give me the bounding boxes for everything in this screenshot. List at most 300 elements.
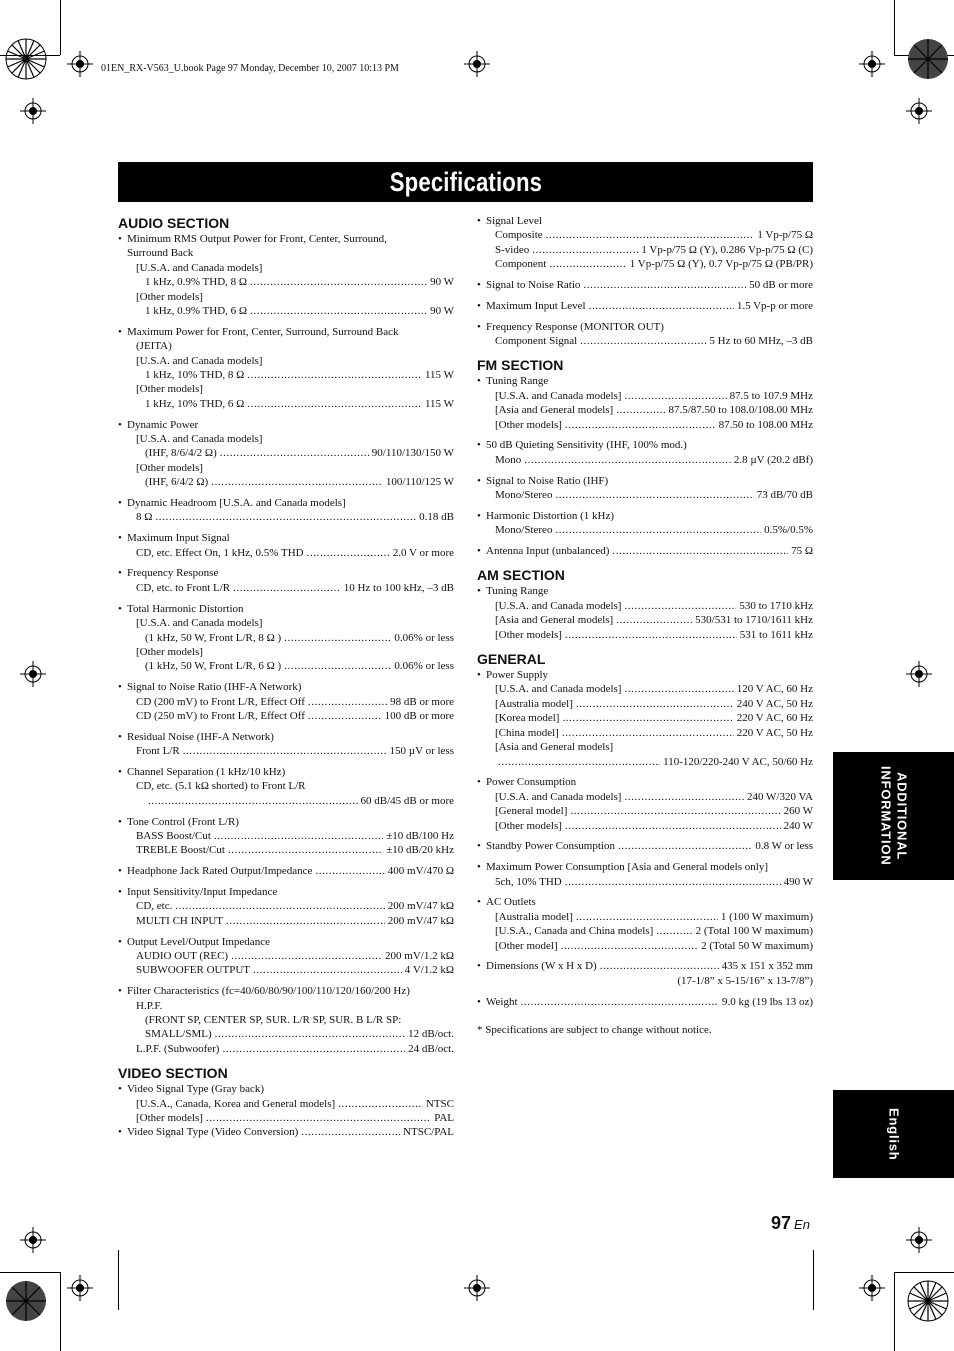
dot-leader bbox=[250, 304, 427, 318]
spec-item bbox=[477, 299, 813, 313]
spec-item bbox=[118, 1082, 454, 1125]
spec-label: • Video Signal Type (Video Conversion) bbox=[127, 1126, 299, 1139]
corner-starburst-icon bbox=[907, 38, 949, 80]
spec-row bbox=[127, 659, 454, 673]
spec-row bbox=[486, 682, 813, 696]
spec-item bbox=[477, 959, 813, 988]
dot-leader bbox=[624, 682, 733, 696]
spec-text: H.P.F. bbox=[136, 999, 163, 1012]
dot-leader bbox=[570, 804, 780, 818]
dot-leader bbox=[555, 488, 753, 502]
side-tab-additional-information bbox=[833, 752, 954, 880]
spec-item bbox=[118, 730, 454, 759]
page-title: Specifications bbox=[389, 166, 542, 197]
spec-label: Mono/Stereo bbox=[495, 489, 553, 502]
spec-row bbox=[127, 1125, 454, 1139]
registration-mark-icon bbox=[906, 1227, 932, 1253]
dot-leader bbox=[576, 697, 734, 711]
spec-row bbox=[127, 631, 454, 645]
spec-text: • Minimum RMS Output Power for Front, Center, Surround, bbox=[127, 233, 387, 245]
spec-value: 75 Ω bbox=[791, 545, 813, 558]
spec-value: 240 W bbox=[783, 819, 813, 832]
spec-value: 240 W/320 VA bbox=[746, 790, 813, 803]
file-info-line: 01EN_RX-V563_U.book Page 97 Monday, December 10, 2007 10:13 PM bbox=[101, 63, 399, 74]
spec-row bbox=[486, 257, 813, 271]
spec-value: 90 W bbox=[430, 305, 454, 318]
spec-value: 4 V/1.2 kΩ bbox=[404, 964, 454, 977]
spec-item bbox=[118, 815, 454, 858]
spec-label: CD, etc. to Front L/R bbox=[136, 581, 231, 594]
section-heading: GENERAL bbox=[477, 651, 546, 668]
spec-value: 115 W bbox=[424, 369, 454, 382]
spec-label: 1 kHz, 0.9% THD, 8 Ω bbox=[145, 276, 248, 289]
dot-leader bbox=[183, 744, 387, 758]
spec-label: BASS Boost/Cut bbox=[136, 829, 211, 842]
dot-leader bbox=[565, 875, 781, 889]
spec-value: 110-120/220-240 V AC, 50/60 Hz bbox=[663, 755, 813, 768]
dot-leader bbox=[214, 829, 383, 843]
footnote: * Specifications are subject to change without notice. bbox=[477, 1023, 712, 1036]
spec-item bbox=[118, 680, 454, 723]
spec-text: • Maximum Power for Front, Center, Surround, Surround Back bbox=[127, 325, 399, 338]
spec-text: [Other models] bbox=[136, 645, 203, 658]
spec-label: CD, etc. Effect On, 1 kHz, 0.5% THD bbox=[136, 546, 304, 559]
spec-value: PAL bbox=[434, 1112, 454, 1124]
spec-value: 0.06% or less bbox=[394, 660, 454, 673]
spec-value: 2 (Total 100 W maximum) bbox=[695, 925, 813, 938]
spec-row bbox=[127, 275, 454, 289]
spec-row bbox=[486, 995, 813, 1009]
spec-value: 90 W bbox=[430, 276, 454, 289]
spec-row bbox=[486, 389, 813, 403]
spec-item bbox=[477, 509, 813, 538]
dot-leader bbox=[220, 446, 369, 460]
spec-value: 530 to 1710 kHz bbox=[739, 599, 813, 612]
spec-value: 50 dB or more bbox=[749, 279, 813, 292]
spec-row bbox=[127, 843, 454, 857]
spec-text: • Tuning Range bbox=[486, 375, 549, 388]
spec-text: • Tuning Range bbox=[486, 585, 549, 598]
dot-leader bbox=[247, 368, 422, 382]
spec-row bbox=[486, 488, 813, 502]
spec-value: 5 Hz to 60 MHz, –3 dB bbox=[709, 335, 813, 348]
spec-value: 0.18 dB bbox=[419, 511, 454, 524]
spec-row bbox=[127, 304, 454, 318]
dot-leader bbox=[580, 334, 706, 348]
dot-leader bbox=[565, 628, 737, 642]
registration-mark-icon bbox=[464, 1275, 490, 1301]
spec-text: [Asia and General models] bbox=[495, 741, 614, 754]
registration-mark-icon bbox=[20, 661, 46, 687]
spec-label: Mono/Stereo bbox=[495, 524, 553, 537]
spec-row bbox=[486, 453, 813, 467]
spec-text: [Other models] bbox=[136, 290, 203, 303]
spec-value: 200 mV/47 kΩ bbox=[387, 900, 454, 913]
dot-leader bbox=[656, 924, 692, 938]
spec-row bbox=[486, 711, 813, 725]
spec-value: 1 (100 W maximum) bbox=[720, 910, 813, 923]
spec-item bbox=[477, 214, 813, 272]
spec-label: [General model] bbox=[495, 805, 568, 818]
spec-label: 1 kHz, 0.9% THD, 6 Ω bbox=[145, 305, 248, 318]
spec-label: CD (200 mV) to Front L/R, Effect Off bbox=[136, 695, 305, 708]
side-tab-line: ADDITIONAL bbox=[894, 771, 910, 861]
spec-row bbox=[486, 544, 813, 558]
side-tab-english bbox=[833, 1090, 954, 1178]
spec-value: 60 dB/45 dB or more bbox=[360, 794, 454, 807]
spec-value: 10 Hz to 100 kHz, –3 dB bbox=[343, 581, 454, 594]
spec-label: [U.S.A. and Canada models] bbox=[495, 683, 622, 696]
page-title-bar bbox=[118, 162, 813, 202]
spec-text: [U.S.A. and Canada models] bbox=[136, 433, 263, 446]
spec-label: [Korea model] bbox=[495, 712, 560, 725]
spec-row bbox=[486, 726, 813, 740]
dot-leader bbox=[565, 819, 781, 833]
spec-item bbox=[477, 438, 813, 467]
spec-item bbox=[477, 668, 813, 769]
spec-value: 400 mV/470 Ω bbox=[387, 865, 454, 878]
spec-text: • Tone Control (Front L/R) bbox=[127, 815, 239, 828]
spec-value: 87.50 to 108.00 MHz bbox=[718, 418, 813, 431]
spec-label: [Other model] bbox=[495, 939, 558, 952]
spec-text: [Other models] bbox=[136, 461, 203, 474]
spec-value: ±10 dB/20 kHz bbox=[386, 844, 454, 857]
spec-row bbox=[127, 1097, 454, 1111]
spec-label: CD (250 mV) to Front L/R, Effect Off bbox=[136, 709, 305, 722]
dot-leader bbox=[233, 581, 341, 595]
dot-leader bbox=[555, 523, 761, 537]
spec-row bbox=[486, 939, 813, 953]
spec-label: • Maximum Input Level bbox=[486, 299, 586, 312]
spec-value: 0.5%/0.5% bbox=[764, 524, 813, 537]
corner-starburst-icon bbox=[907, 1280, 949, 1322]
registration-mark-icon bbox=[67, 1275, 93, 1301]
spec-text: • Frequency Response bbox=[127, 567, 219, 580]
dot-leader bbox=[155, 510, 416, 524]
spec-label: (1 kHz, 50 W, Front L/R, 8 Ω ) bbox=[145, 631, 282, 644]
dot-leader bbox=[308, 709, 382, 723]
spec-label: 5ch, 10% THD bbox=[495, 875, 562, 888]
dot-leader bbox=[616, 613, 692, 627]
spec-item bbox=[118, 496, 454, 525]
spec-value: 220 V AC, 60 Hz bbox=[736, 712, 813, 725]
spec-value: 2 (Total 50 W maximum) bbox=[701, 939, 813, 952]
spec-item bbox=[477, 995, 813, 1009]
section-heading: AUDIO SECTION bbox=[118, 215, 230, 231]
spec-value: 150 µV or less bbox=[389, 745, 454, 758]
spec-value: 87.5/87.50 to 108.0/108.00 MHz bbox=[668, 404, 813, 417]
spec-row bbox=[486, 910, 813, 924]
spec-value: 1 Vp-p/75 Ω (Y), 0.7 Vp-p/75 Ω (PB/PR) bbox=[629, 258, 813, 271]
page-number-value: 97 bbox=[771, 1213, 792, 1233]
spec-label: [U.S.A., Canada, Korea and General models] bbox=[136, 1097, 336, 1110]
section-heading: FM SECTION bbox=[477, 357, 564, 374]
spec-row bbox=[127, 1042, 454, 1056]
spec-value: 1 Vp-p/75 Ω (Y), 0.286 Vp-p/75 Ω (C) bbox=[641, 243, 813, 256]
spec-label: • Headphone Jack Rated Output/Impedance bbox=[127, 865, 313, 878]
spec-row bbox=[127, 709, 454, 723]
dot-leader bbox=[624, 599, 736, 613]
dot-leader bbox=[549, 257, 626, 271]
spec-item bbox=[118, 1125, 454, 1139]
spec-label: • Standby Power Consumption bbox=[486, 840, 615, 853]
spec-label: S-video bbox=[495, 243, 530, 256]
spec-text: • Maximum Power Consumption [Asia and General models only] bbox=[486, 861, 768, 874]
specs-left-column bbox=[118, 214, 454, 1146]
spec-text: • Maximum Input Signal bbox=[127, 532, 230, 545]
spec-value: 73 dB/70 dB bbox=[756, 489, 813, 502]
dot-leader bbox=[211, 475, 383, 489]
spec-text: • Residual Noise (IHF-A Network) bbox=[127, 730, 274, 743]
spec-text: • Signal to Noise Ratio (IHF-A Network) bbox=[127, 681, 302, 694]
spec-row bbox=[127, 899, 454, 913]
dot-leader bbox=[284, 659, 391, 673]
spec-row bbox=[127, 744, 454, 758]
spec-label: SMALL/SML) bbox=[145, 1028, 212, 1041]
dot-leader bbox=[307, 546, 390, 560]
spec-row bbox=[486, 790, 813, 804]
spec-value: 435 x 151 x 352 mm bbox=[721, 960, 813, 973]
dot-leader bbox=[532, 243, 638, 257]
section-heading: AM SECTION bbox=[477, 567, 565, 584]
spec-text: • Signal to Noise Ratio (IHF) bbox=[486, 474, 609, 487]
dot-leader bbox=[284, 631, 391, 645]
spec-label: [U.S.A. and Canada models] bbox=[495, 790, 622, 803]
spec-label: [U.S.A. and Canada models] bbox=[495, 599, 622, 612]
spec-value: 240 V AC, 50 Hz bbox=[736, 697, 813, 710]
corner-starburst-icon bbox=[5, 1280, 47, 1322]
dot-leader bbox=[546, 228, 755, 242]
dot-leader bbox=[562, 726, 734, 740]
spec-text: (JEITA) bbox=[136, 340, 172, 353]
spec-row bbox=[127, 949, 454, 963]
spec-value: 90/110/130/150 W bbox=[371, 447, 454, 460]
spec-label: Composite bbox=[495, 229, 543, 242]
dot-leader bbox=[498, 755, 660, 769]
spec-value: 220 V AC, 50 Hz bbox=[736, 726, 813, 739]
spec-value: 120 V AC, 60 Hz bbox=[736, 683, 813, 696]
spec-row bbox=[127, 446, 454, 460]
spec-row bbox=[127, 581, 454, 595]
dot-leader bbox=[561, 939, 699, 953]
spec-label: L.P.F. (Subwoofer) bbox=[136, 1042, 220, 1055]
dot-leader bbox=[624, 389, 726, 403]
spec-text: (17-1/8” x 5-15/16” x 13-7/8”) bbox=[677, 974, 813, 987]
spec-text: Surround Back bbox=[127, 247, 194, 260]
spec-item bbox=[477, 374, 813, 432]
spec-label: (IHF, 6/4/2 Ω) bbox=[145, 476, 209, 489]
spec-row bbox=[486, 599, 813, 613]
spec-item bbox=[477, 584, 813, 642]
spec-text: • AC Outlets bbox=[486, 896, 536, 909]
dot-leader bbox=[250, 275, 427, 289]
spec-text: • Filter Characteristics (fc=40/60/80/90/100/110/120/160/200 Hz) bbox=[127, 985, 410, 998]
spec-label: [Other models] bbox=[495, 418, 562, 431]
spec-value: NTSC/PAL bbox=[403, 1126, 454, 1139]
dot-leader bbox=[338, 1097, 423, 1111]
spec-row bbox=[127, 794, 454, 808]
spec-value: 0.8 W or less bbox=[755, 840, 813, 853]
spec-text: • Power Supply bbox=[486, 669, 549, 682]
spec-label: AUDIO OUT (REC) bbox=[136, 949, 229, 962]
spec-text: CD, etc. (5.1 kΩ shorted) to Front L/R bbox=[136, 780, 306, 793]
spec-label: Component Signal bbox=[495, 335, 578, 348]
spec-item bbox=[118, 984, 454, 1056]
spec-item bbox=[477, 839, 813, 853]
spec-label: SUBWOOFER OUTPUT bbox=[136, 964, 250, 977]
registration-mark-icon bbox=[464, 51, 490, 77]
spec-label: CD, etc. bbox=[136, 900, 173, 913]
spec-text: • Signal Level bbox=[486, 215, 542, 227]
spec-value: ±10 dB/100 Hz bbox=[386, 829, 454, 842]
dot-leader bbox=[612, 544, 788, 558]
spec-value: 24 dB/oct. bbox=[408, 1042, 454, 1055]
spec-label: 8 Ω bbox=[136, 511, 153, 524]
spec-row bbox=[127, 1027, 454, 1041]
spec-item bbox=[118, 885, 454, 928]
spec-text: • Frequency Response (MONITOR OUT) bbox=[486, 320, 664, 333]
spec-label: Front L/R bbox=[136, 745, 180, 758]
spec-value: 490 W bbox=[783, 875, 813, 888]
spec-item bbox=[118, 566, 454, 595]
spec-text: • 50 dB Quieting Sensitivity (IHF, 100% mod.) bbox=[486, 439, 687, 452]
spec-value: 100/110/125 W bbox=[385, 476, 454, 489]
spec-label: [China model] bbox=[495, 726, 559, 739]
spec-item bbox=[477, 474, 813, 503]
spec-row bbox=[486, 334, 813, 348]
registration-mark-icon bbox=[67, 51, 93, 77]
spec-label: • Dimensions (W x H x D) bbox=[486, 960, 597, 973]
dot-leader bbox=[562, 711, 733, 725]
spec-text: • Harmonic Distortion (1 kHz) bbox=[486, 509, 614, 522]
spec-item bbox=[118, 418, 454, 490]
spec-label: MULTI CH INPUT bbox=[136, 914, 223, 927]
spec-row bbox=[127, 864, 454, 878]
dot-leader bbox=[589, 299, 734, 313]
dot-leader bbox=[524, 453, 731, 467]
dot-leader bbox=[247, 397, 422, 411]
spec-row bbox=[127, 546, 454, 560]
dot-leader bbox=[231, 949, 382, 963]
spec-value: 98 dB or more bbox=[390, 695, 454, 708]
spec-row bbox=[486, 804, 813, 818]
spec-row bbox=[486, 523, 813, 537]
spec-label: • Weight bbox=[486, 995, 518, 1008]
spec-label: [Australia model] bbox=[495, 910, 573, 923]
spec-row bbox=[486, 875, 813, 889]
spec-label: [U.S.A., Canada and China models] bbox=[495, 925, 654, 938]
spec-label: 1 kHz, 10% THD, 8 Ω bbox=[145, 369, 245, 382]
spec-item bbox=[118, 531, 454, 560]
spec-row bbox=[127, 695, 454, 709]
spec-label: Mono bbox=[495, 453, 522, 466]
dot-leader bbox=[215, 1027, 406, 1041]
spec-row bbox=[486, 839, 813, 853]
spec-label: [U.S.A. and Canada models] bbox=[495, 389, 622, 402]
spec-row bbox=[127, 510, 454, 524]
dot-leader bbox=[226, 914, 385, 928]
spec-value: 530/531 to 1710/1611 kHz bbox=[695, 614, 813, 627]
dot-leader bbox=[521, 995, 719, 1009]
spec-text: • Video Signal Type (Gray back) bbox=[127, 1083, 265, 1096]
registration-mark-icon bbox=[906, 98, 932, 124]
spec-value: 87.5 to 107.9 MHz bbox=[729, 389, 813, 402]
spec-row bbox=[127, 368, 454, 382]
dot-leader bbox=[600, 959, 719, 973]
spec-text: • Dynamic Headroom [U.S.A. and Canada models] bbox=[127, 497, 346, 510]
dot-leader bbox=[583, 278, 746, 292]
side-tab-line: English bbox=[886, 1107, 902, 1161]
spec-row bbox=[486, 613, 813, 627]
spec-row bbox=[127, 1111, 454, 1125]
dot-leader bbox=[206, 1111, 431, 1125]
spec-text: • Dynamic Power bbox=[127, 418, 199, 431]
spec-item bbox=[477, 860, 813, 889]
spec-label: Component bbox=[495, 258, 547, 271]
spec-item bbox=[118, 935, 454, 978]
spec-text: • Input Sensitivity/Input Impedance bbox=[127, 885, 278, 898]
spec-label: [Other models] bbox=[136, 1112, 203, 1124]
spec-text: [U.S.A. and Canada models] bbox=[136, 617, 263, 630]
spec-item bbox=[118, 864, 454, 878]
dot-leader bbox=[565, 418, 716, 432]
spec-label: [Asia and General models] bbox=[495, 404, 614, 417]
spec-value: 9.0 kg (19 lbs 13 oz) bbox=[721, 995, 813, 1008]
page-language: En bbox=[794, 1217, 810, 1232]
spec-text: [Other models] bbox=[136, 383, 203, 396]
registration-mark-icon bbox=[859, 1275, 885, 1301]
spec-row bbox=[486, 959, 813, 973]
dot-leader bbox=[618, 839, 752, 853]
dot-leader bbox=[576, 910, 718, 924]
spec-label: [Other models] bbox=[495, 628, 562, 641]
spec-label: • Antenna Input (unbalanced) bbox=[486, 545, 610, 558]
spec-text: • Power Consumption bbox=[486, 776, 577, 789]
spec-item bbox=[477, 320, 813, 349]
dot-leader bbox=[308, 695, 387, 709]
spec-value: 115 W bbox=[424, 397, 454, 410]
registration-mark-icon bbox=[20, 1227, 46, 1253]
spec-label: (1 kHz, 50 W, Front L/R, 6 Ω ) bbox=[145, 660, 282, 673]
spec-row bbox=[127, 475, 454, 489]
spec-value: 2.8 µV (20.2 dBf) bbox=[733, 453, 813, 466]
spec-value: 531 to 1611 kHz bbox=[739, 628, 813, 641]
spec-row bbox=[127, 963, 454, 977]
spec-value: 12 dB/oct. bbox=[408, 1028, 454, 1041]
spec-row bbox=[486, 243, 813, 257]
spec-value: NTSC bbox=[425, 1097, 454, 1110]
dot-leader bbox=[148, 794, 358, 808]
dot-leader bbox=[301, 1125, 400, 1139]
dot-leader bbox=[253, 963, 402, 977]
spec-item bbox=[118, 325, 454, 411]
spec-text: (FRONT SP, CENTER SP, SUR. L/R SP, SUR. B L/R SP: bbox=[145, 1013, 402, 1026]
spec-value: 260 W bbox=[783, 805, 813, 818]
spec-label: [Other models] bbox=[495, 819, 562, 832]
spec-row bbox=[127, 397, 454, 411]
spec-text: • Channel Separation (1 kHz/10 kHz) bbox=[127, 765, 286, 778]
section-heading: VIDEO SECTION bbox=[118, 1065, 228, 1082]
spec-label: • Signal to Noise Ratio bbox=[486, 279, 581, 292]
spec-row bbox=[127, 829, 454, 843]
spec-text: • Output Level/Output Impedance bbox=[127, 935, 270, 948]
spec-value: 200 mV/47 kΩ bbox=[387, 914, 454, 927]
dot-leader bbox=[315, 864, 384, 878]
spec-value: 100 dB or more bbox=[384, 709, 454, 722]
spec-item bbox=[477, 544, 813, 558]
spec-label: (IHF, 8/6/4/2 Ω) bbox=[145, 447, 217, 460]
dot-leader bbox=[616, 403, 665, 417]
